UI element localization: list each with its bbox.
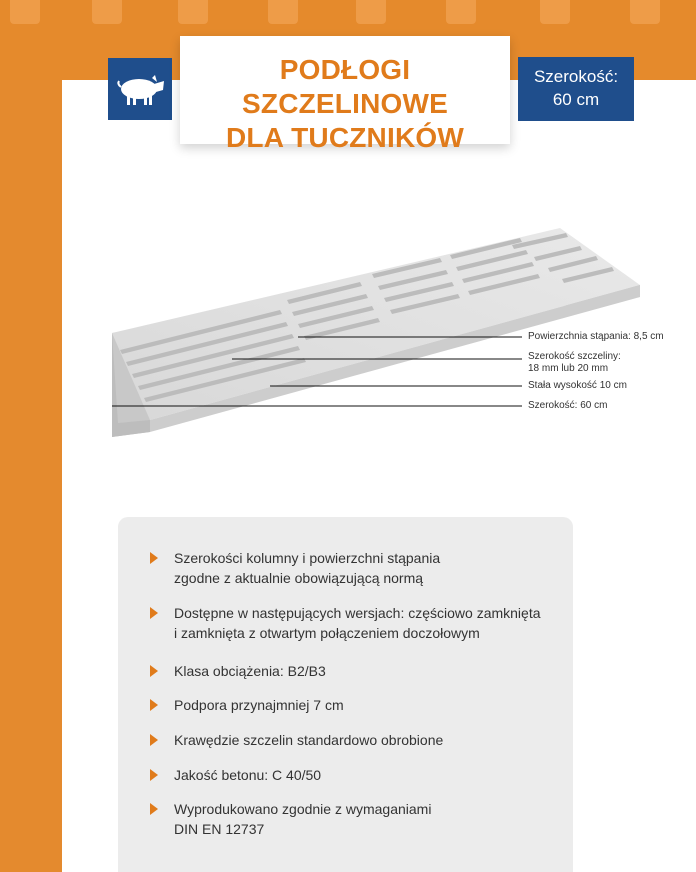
arrow-bullet-icon	[150, 769, 158, 781]
callout-slot-width	[528, 351, 621, 375]
feature-line: Wyprodukowano zgodnie z wymaganiami	[174, 801, 432, 817]
page-title-line2: DLA TUCZNIKÓW	[226, 122, 464, 153]
feature-line: Podpora przynajmniej 7 cm	[174, 697, 344, 713]
callout-slot-width-line2: 18 mm lub 20 mm	[528, 363, 609, 374]
feature-line: Jakość betonu: C 40/50	[174, 767, 322, 783]
feature-line: Klasa obciążenia: B2/B3	[174, 663, 326, 679]
width-badge-label: Szerokość:	[533, 67, 619, 86]
width-badge-value: 60 cm	[552, 90, 600, 109]
arrow-bullet-icon	[150, 665, 158, 677]
feature-line: i zamknięta z otwartym połączeniem doczołowym	[174, 625, 480, 641]
arrow-bullet-icon	[150, 552, 158, 564]
feature-line: zgodne z aktualnie obowiązującą normą	[174, 570, 424, 586]
arrow-bullet-icon	[150, 803, 158, 815]
page-title-line1: PODŁOGI SZCZELINOWE	[242, 54, 448, 119]
callout-slot-width-line1: Szerokość szczeliny:	[528, 351, 621, 362]
arrow-bullet-icon	[150, 699, 158, 711]
feature-line: Szerokości kolumny i powierzchni stąpania	[174, 550, 441, 566]
feature-line: Krawędzie szczelin standardowo obrobione	[174, 732, 444, 748]
arrow-bullet-icon	[150, 607, 158, 619]
feature-line: DIN EN 12737	[174, 821, 265, 837]
callout-width: Szerokość: 60 cm	[528, 400, 608, 411]
arrow-bullet-icon	[150, 734, 158, 746]
callout-fixed-height: Stała wysokość 10 cm	[528, 380, 627, 391]
callout-walking-surface: Powierzchnia stąpania: 8,5 cm	[528, 331, 664, 342]
feature-line: Dostępne w następujących wersjach: częściowo zamknięta	[174, 605, 541, 621]
